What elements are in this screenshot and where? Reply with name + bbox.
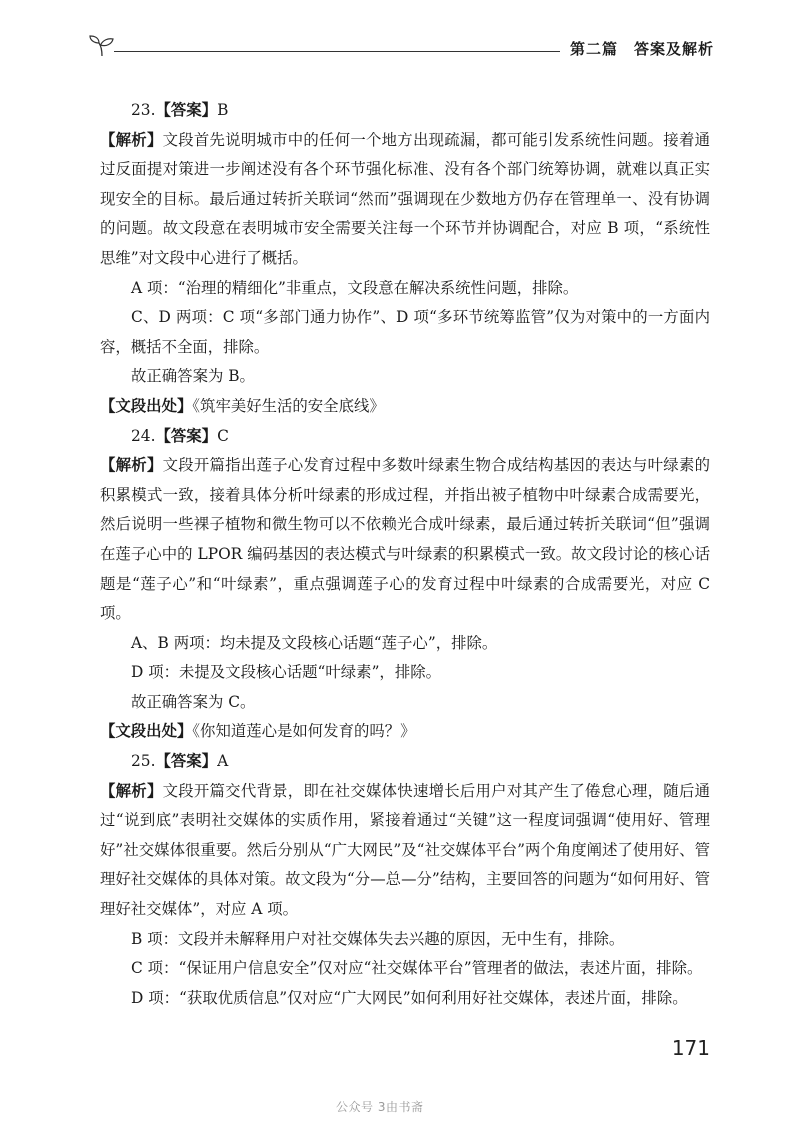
source-line-23 bbox=[100, 392, 710, 422]
option-note: A 项：“治理的精细化”非重点，文段意在解决系统性问题，排除。 bbox=[131, 278, 579, 297]
analysis-text: 文段开篇交代背景，即在社交媒体快速增长后用户对其产生了倦怠心理，随后通过“说到底”表明社交媒体的实质作用，紧接着通过“关键”这一程度词强调“使用好、管理好”社交媒体很重要。然后分别从“广大网民”及“社交媒体平台”两个角度阐述了使用好、管理好社交媒体的具体对策。故文段为“分—总—分”结构，主要回答的问题为“如何用好、管理好社交媒体”，对应 A 项。 bbox=[100, 781, 710, 919]
analysis-paragraph-23 bbox=[100, 126, 710, 274]
option-note: C、D 两项：C 项“多部门通力协作”、D 项“多环节统筹监管”仅为对策中的一方面内容，概括不全面，排除。 bbox=[100, 308, 710, 356]
question-number: 25. bbox=[131, 752, 156, 771]
answer-tag: 【答案】 bbox=[155, 101, 218, 119]
answer-value: B bbox=[217, 101, 229, 119]
page-header bbox=[88, 34, 714, 64]
answer-tag: 【答案】 bbox=[155, 426, 218, 445]
source-title: 《你知道莲心是如何发育的吗？》 bbox=[192, 722, 416, 741]
source-tag: 【文段出处】 bbox=[100, 396, 193, 415]
source-title: 《筑牢美好生活的安全底线》 bbox=[192, 396, 385, 415]
analysis-text: 文段首先说明城市中的任何一个地方出现疏漏，都可能引发系统性问题。接着通过反面提对策进一步阐述没有各个环节强化标准、没有各个部门统筹协调，就难以真正实现安全的目标。最后通过转折关联词“然而”强调现在少数地方仍存在管理单一、没有协调的问题。故文段意在表明城市安全需要关注每一个环节并协调配合，对应 B 项，“系统性思维”对文段中心进行了概括。 bbox=[100, 130, 710, 267]
option-note: D 项：未提及文段核心话题“叶绿素”，排除。 bbox=[131, 663, 441, 682]
question-number: 23. bbox=[131, 101, 156, 119]
analysis-paragraph-24 bbox=[100, 451, 710, 629]
option-note: A、B 两项：均未提及文段核心话题“莲子心”，排除。 bbox=[131, 633, 498, 652]
source-tag: 【文段出处】 bbox=[100, 722, 193, 741]
option-note: D 项：“获取优质信息”仅对应“广大网民”如何利用好社交媒体，表述片面，排除。 bbox=[131, 988, 688, 1007]
question-number: 24. bbox=[131, 426, 156, 445]
option-note: C 项：“保证用户信息安全”仅对应“社交媒体平台”管理者的做法，表述片面，排除。 bbox=[131, 959, 703, 978]
analysis-tag: 【解析】 bbox=[100, 456, 163, 475]
answer-line-25 bbox=[100, 747, 710, 777]
source-line-24 bbox=[100, 717, 710, 747]
answer-line-23 bbox=[100, 96, 710, 126]
correct-answer-line: 故正确答案为 C。 bbox=[131, 692, 256, 711]
answer-content bbox=[100, 96, 710, 1013]
analysis-paragraph-25 bbox=[100, 777, 710, 925]
analysis-tag: 【解析】 bbox=[100, 781, 163, 800]
sprout-icon bbox=[88, 34, 118, 58]
answer-line-24 bbox=[100, 422, 710, 452]
analysis-tag: 【解析】 bbox=[100, 130, 163, 149]
analysis-text: 文段开篇指出莲子心发育过程中多数叶绿素生物合成结构基因的表达与叶绿素的积累模式一致，接着具体分析叶绿素的形成过程，并指出被子植物中叶绿素合成需要光，然后说明一些裸子植物和微生物可以不依赖光合成叶绿素，最后通过转折关联词“但”强调在莲子心中的 LPOR 编码基因的表达模式与叶绿素的积累模式一致。故文段讨论的核心话题是“莲子心”和“叶绿素”，重点强调莲子心的发育过程中叶绿素的合成需要光，对应 C 项。 bbox=[100, 456, 710, 623]
header-rule bbox=[114, 51, 560, 52]
option-note: B 项：文段并未解释用户对社交媒体失去兴趣的原因，无中生有，排除。 bbox=[131, 929, 625, 948]
correct-answer-line: 故正确答案为 B。 bbox=[131, 367, 255, 386]
watermark: 公众号 3由书斋 bbox=[336, 1100, 424, 1114]
answer-tag: 【答案】 bbox=[155, 752, 218, 771]
page-number: 171 bbox=[671, 1036, 710, 1060]
answer-value: A bbox=[217, 752, 229, 771]
section-title: 第二篇 答案及解析 bbox=[569, 40, 714, 58]
answer-value: C bbox=[217, 426, 229, 445]
